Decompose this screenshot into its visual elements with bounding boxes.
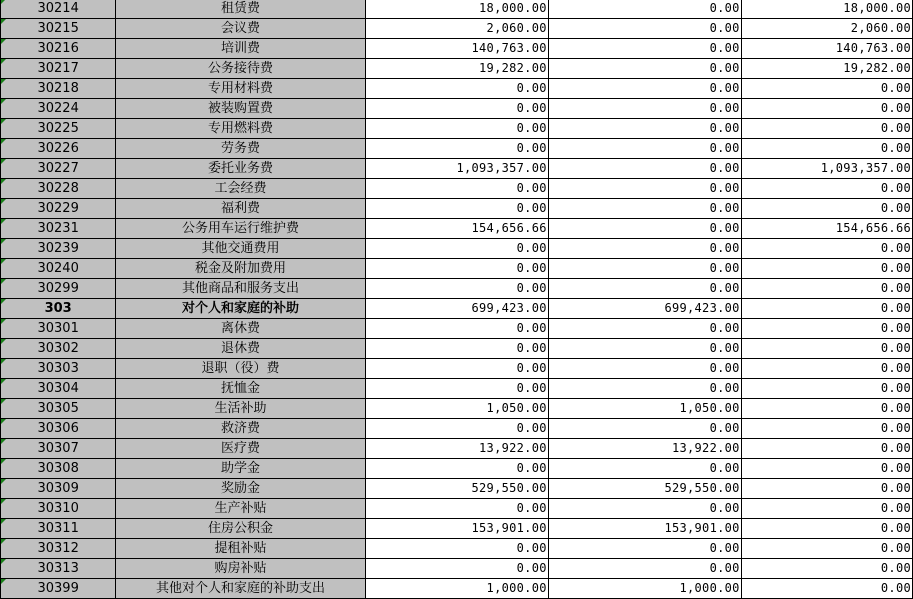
account-code-text: 30224 bbox=[37, 101, 79, 116]
account-code-cell[interactable] bbox=[1, 379, 116, 399]
table-row bbox=[1, 0, 913, 19]
error-indicator-icon bbox=[1, 439, 6, 444]
amount-cell-col1[interactable]: 0.00 bbox=[365, 319, 548, 339]
amount-cell-col3[interactable]: 0.00 bbox=[741, 539, 912, 559]
account-code-text: 30309 bbox=[37, 481, 79, 496]
error-indicator-icon bbox=[1, 299, 6, 304]
account-code-text: 30312 bbox=[37, 541, 79, 556]
account-code-cell[interactable] bbox=[1, 59, 116, 79]
table-row bbox=[1, 319, 913, 339]
amount-cell-col3[interactable]: 0.00 bbox=[741, 339, 912, 359]
amount-cell-col2[interactable]: 1,050.00 bbox=[548, 399, 741, 419]
error-indicator-icon bbox=[1, 39, 6, 44]
amount-cell-col1[interactable]: 699,423.00 bbox=[365, 299, 548, 319]
amount-cell-col2[interactable]: 0.00 bbox=[548, 199, 741, 219]
error-indicator-icon bbox=[1, 19, 6, 24]
amount-cell-col2[interactable]: 0.00 bbox=[548, 59, 741, 79]
table-row bbox=[1, 219, 913, 239]
error-indicator-icon bbox=[1, 259, 6, 264]
account-code-cell[interactable] bbox=[1, 579, 116, 599]
error-indicator-icon bbox=[1, 559, 6, 564]
error-indicator-icon bbox=[1, 119, 6, 124]
table-row bbox=[1, 459, 913, 479]
amount-cell-col2[interactable]: 0.00 bbox=[548, 259, 741, 279]
amount-cell-col2[interactable]: 0.00 bbox=[548, 19, 741, 39]
amount-cell-col1[interactable]: 0.00 bbox=[365, 379, 548, 399]
error-indicator-icon bbox=[1, 539, 6, 544]
account-code-text: 30302 bbox=[37, 341, 79, 356]
account-name-cell[interactable]: 税金及附加费用 bbox=[116, 259, 365, 279]
amount-cell-col2[interactable]: 0.00 bbox=[548, 39, 741, 59]
amount-cell-col1[interactable]: 0.00 bbox=[365, 259, 548, 279]
error-indicator-icon bbox=[1, 379, 6, 384]
table-row bbox=[1, 159, 913, 179]
amount-cell-col3[interactable]: 0.00 bbox=[741, 259, 912, 279]
account-code-text: 30306 bbox=[37, 421, 79, 436]
account-code-cell[interactable] bbox=[1, 519, 116, 539]
amount-cell-col2[interactable]: 0.00 bbox=[548, 179, 741, 199]
amount-cell-col2[interactable]: 0.00 bbox=[548, 459, 741, 479]
amount-cell-col2[interactable]: 1,000.00 bbox=[548, 579, 741, 599]
account-code-text: 30308 bbox=[37, 461, 79, 476]
amount-cell-col3[interactable]: 0.00 bbox=[741, 419, 912, 439]
account-code-text: 30216 bbox=[37, 41, 79, 56]
account-code-cell[interactable] bbox=[1, 119, 116, 139]
amount-cell-col2[interactable]: 0.00 bbox=[548, 559, 741, 579]
amount-cell-col3[interactable]: 0.00 bbox=[741, 79, 912, 99]
amount-cell-col2[interactable]: 0.00 bbox=[548, 339, 741, 359]
table-row bbox=[1, 559, 913, 579]
error-indicator-icon bbox=[1, 459, 6, 464]
table-row bbox=[1, 99, 913, 119]
account-code-text: 30227 bbox=[37, 161, 79, 176]
account-name-cell[interactable]: 退职（役）费 bbox=[116, 359, 365, 379]
table-row bbox=[1, 379, 913, 399]
account-code-cell[interactable] bbox=[1, 359, 116, 379]
account-code-cell[interactable] bbox=[1, 499, 116, 519]
error-indicator-icon bbox=[1, 499, 6, 504]
table-row bbox=[1, 419, 913, 439]
account-code-text: 303 bbox=[44, 301, 72, 316]
account-code-text: 30313 bbox=[37, 561, 79, 576]
account-name-cell[interactable]: 福利费 bbox=[116, 199, 365, 219]
table-row bbox=[1, 539, 913, 559]
table-row bbox=[1, 479, 913, 499]
table-row bbox=[1, 179, 913, 199]
table-row bbox=[1, 199, 913, 219]
account-code-text: 30226 bbox=[37, 141, 79, 156]
amount-cell-col1[interactable]: 140,763.00 bbox=[365, 39, 548, 59]
account-name-cell[interactable]: 抚恤金 bbox=[116, 379, 365, 399]
amount-cell-col3[interactable]: 0.00 bbox=[741, 399, 912, 419]
account-code-cell[interactable] bbox=[1, 299, 116, 319]
account-code-cell[interactable] bbox=[1, 199, 116, 219]
amount-cell-col3[interactable]: 19,282.00 bbox=[741, 59, 912, 79]
amount-cell-col2[interactable]: 0.00 bbox=[548, 139, 741, 159]
error-indicator-icon bbox=[1, 419, 6, 424]
error-indicator-icon bbox=[1, 179, 6, 184]
amount-cell-col2[interactable]: 0.00 bbox=[548, 0, 741, 19]
amount-cell-col3[interactable]: 0.00 bbox=[741, 579, 912, 599]
amount-cell-col1[interactable]: 0.00 bbox=[365, 279, 548, 299]
account-name-cell[interactable]: 公务用车运行维护费 bbox=[116, 219, 365, 239]
amount-cell-col1[interactable]: 18,000.00 bbox=[365, 0, 548, 19]
table-row bbox=[1, 519, 913, 539]
error-indicator-icon bbox=[1, 399, 6, 404]
amount-cell-col3[interactable]: 0.00 bbox=[741, 199, 912, 219]
account-code-cell[interactable] bbox=[1, 419, 116, 439]
table-row bbox=[1, 119, 913, 139]
error-indicator-icon bbox=[1, 99, 6, 104]
account-name-cell[interactable]: 救济费 bbox=[116, 419, 365, 439]
account-code-cell[interactable] bbox=[1, 139, 116, 159]
amount-cell-col3[interactable]: 0.00 bbox=[741, 179, 912, 199]
account-name-cell[interactable]: 提租补贴 bbox=[116, 539, 365, 559]
amount-cell-col2[interactable]: 0.00 bbox=[548, 99, 741, 119]
table-row bbox=[1, 279, 913, 299]
account-name-cell[interactable]: 奖励金 bbox=[116, 479, 365, 499]
account-code-cell[interactable] bbox=[1, 0, 116, 19]
table-row bbox=[1, 299, 913, 319]
amount-cell-col1[interactable]: 1,050.00 bbox=[365, 399, 548, 419]
amount-cell-col3[interactable]: 0.00 bbox=[741, 519, 912, 539]
amount-cell-col1[interactable]: 0.00 bbox=[365, 119, 548, 139]
amount-cell-col2[interactable]: 0.00 bbox=[548, 279, 741, 299]
account-code-cell[interactable] bbox=[1, 239, 116, 259]
error-indicator-icon bbox=[1, 479, 6, 484]
amount-cell-col1[interactable]: 0.00 bbox=[365, 339, 548, 359]
table-row bbox=[1, 39, 913, 59]
amount-cell-col1[interactable]: 0.00 bbox=[365, 79, 548, 99]
amount-cell-col1[interactable]: 0.00 bbox=[365, 359, 548, 379]
account-code-text: 30239 bbox=[37, 241, 79, 256]
account-name-cell[interactable]: 委托业务费 bbox=[116, 159, 365, 179]
table-row bbox=[1, 59, 913, 79]
account-name-cell[interactable]: 退休费 bbox=[116, 339, 365, 359]
amount-cell-col2[interactable]: 529,550.00 bbox=[548, 479, 741, 499]
table-row bbox=[1, 79, 913, 99]
table-row bbox=[1, 579, 913, 599]
amount-cell-col1[interactable]: 0.00 bbox=[365, 99, 548, 119]
error-indicator-icon bbox=[1, 579, 6, 584]
account-code-cell[interactable] bbox=[1, 539, 116, 559]
account-name-cell[interactable]: 被装购置费 bbox=[116, 99, 365, 119]
account-name-cell[interactable]: 工会经费 bbox=[116, 179, 365, 199]
account-code-cell[interactable] bbox=[1, 319, 116, 339]
amount-cell-col3[interactable]: 0.00 bbox=[741, 439, 912, 459]
account-code-text: 30225 bbox=[37, 121, 79, 136]
account-code-cell[interactable] bbox=[1, 459, 116, 479]
account-name-cell[interactable]: 其他对个人和家庭的补助支出 bbox=[116, 579, 365, 599]
account-name-cell[interactable]: 专用材料费 bbox=[116, 79, 365, 99]
error-indicator-icon bbox=[1, 239, 6, 244]
amount-cell-col1[interactable]: 13,922.00 bbox=[365, 439, 548, 459]
amount-cell-col3[interactable]: 0.00 bbox=[741, 99, 912, 119]
account-code-cell[interactable] bbox=[1, 339, 116, 359]
account-code-text: 30231 bbox=[37, 221, 79, 236]
account-code-text: 30304 bbox=[37, 381, 79, 396]
account-name-cell[interactable]: 对个人和家庭的补助 bbox=[116, 299, 365, 319]
amount-cell-col3[interactable]: 0.00 bbox=[741, 459, 912, 479]
amount-cell-col2[interactable]: 153,901.00 bbox=[548, 519, 741, 539]
error-indicator-icon bbox=[1, 139, 6, 144]
account-code-cell[interactable] bbox=[1, 19, 116, 39]
amount-cell-col2[interactable]: 0.00 bbox=[548, 539, 741, 559]
amount-cell-col3[interactable]: 0.00 bbox=[741, 139, 912, 159]
amount-cell-col1[interactable]: 0.00 bbox=[365, 139, 548, 159]
account-code-cell[interactable] bbox=[1, 39, 116, 59]
amount-cell-col2[interactable]: 0.00 bbox=[548, 499, 741, 519]
amount-cell-col2[interactable]: 0.00 bbox=[548, 79, 741, 99]
account-name-cell[interactable]: 医疗费 bbox=[116, 439, 365, 459]
error-indicator-icon bbox=[1, 339, 6, 344]
account-code-text: 30303 bbox=[37, 361, 79, 376]
account-code-text: 30228 bbox=[37, 181, 79, 196]
account-code-cell[interactable] bbox=[1, 479, 116, 499]
account-code-text: 30299 bbox=[37, 281, 79, 296]
account-name-cell[interactable]: 专用燃料费 bbox=[116, 119, 365, 139]
amount-cell-col2[interactable]: 13,922.00 bbox=[548, 439, 741, 459]
amount-cell-col2[interactable]: 0.00 bbox=[548, 379, 741, 399]
amount-cell-col2[interactable]: 699,423.00 bbox=[548, 299, 741, 319]
account-name-cell[interactable]: 助学金 bbox=[116, 459, 365, 479]
account-name-cell[interactable]: 会议费 bbox=[116, 19, 365, 39]
account-code-cell[interactable] bbox=[1, 279, 116, 299]
amount-cell-col3[interactable]: 18,000.00 bbox=[741, 0, 912, 19]
amount-cell-col3[interactable]: 0.00 bbox=[741, 119, 912, 139]
account-code-text: 30229 bbox=[37, 201, 79, 216]
amount-cell-col3[interactable]: 140,763.00 bbox=[741, 39, 912, 59]
amount-cell-col1[interactable]: 0.00 bbox=[365, 239, 548, 259]
amount-cell-col1[interactable]: 0.00 bbox=[365, 459, 548, 479]
amount-cell-col3[interactable]: 0.00 bbox=[741, 359, 912, 379]
error-indicator-icon bbox=[1, 319, 6, 324]
amount-cell-col2[interactable]: 0.00 bbox=[548, 319, 741, 339]
amount-cell-col2[interactable]: 0.00 bbox=[548, 219, 741, 239]
account-code-text: 30311 bbox=[37, 521, 79, 536]
amount-cell-col3[interactable]: 0.00 bbox=[741, 319, 912, 339]
account-name-cell[interactable]: 培训费 bbox=[116, 39, 365, 59]
amount-cell-col3[interactable]: 0.00 bbox=[741, 299, 912, 319]
account-code-cell[interactable] bbox=[1, 159, 116, 179]
account-code-text: 30305 bbox=[37, 401, 79, 416]
error-indicator-icon bbox=[1, 0, 6, 4]
amount-cell-col3[interactable]: 0.00 bbox=[741, 559, 912, 579]
amount-cell-col1[interactable]: 0.00 bbox=[365, 179, 548, 199]
account-code-cell[interactable] bbox=[1, 259, 116, 279]
amount-cell-col1[interactable]: 0.00 bbox=[365, 199, 548, 219]
amount-cell-col3[interactable]: 2,060.00 bbox=[741, 19, 912, 39]
account-name-cell[interactable]: 其他商品和服务支出 bbox=[116, 279, 365, 299]
amount-cell-col2[interactable]: 0.00 bbox=[548, 239, 741, 259]
error-indicator-icon bbox=[1, 219, 6, 224]
table-row bbox=[1, 399, 913, 419]
account-code-text: 30240 bbox=[37, 261, 79, 276]
error-indicator-icon bbox=[1, 359, 6, 364]
amount-cell-col3[interactable]: 0.00 bbox=[741, 499, 912, 519]
account-code-cell[interactable] bbox=[1, 79, 116, 99]
account-code-cell[interactable] bbox=[1, 219, 116, 239]
error-indicator-icon bbox=[1, 519, 6, 524]
error-indicator-icon bbox=[1, 159, 6, 164]
account-name-cell[interactable]: 劳务费 bbox=[116, 139, 365, 159]
account-code-cell[interactable] bbox=[1, 439, 116, 459]
account-code-text: 30307 bbox=[37, 441, 79, 456]
table-row bbox=[1, 259, 913, 279]
amount-cell-col1[interactable]: 154,656.66 bbox=[365, 219, 548, 239]
account-name-cell[interactable]: 购房补贴 bbox=[116, 559, 365, 579]
amount-cell-col3[interactable]: 0.00 bbox=[741, 479, 912, 499]
amount-cell-col2[interactable]: 0.00 bbox=[548, 119, 741, 139]
table-row bbox=[1, 499, 913, 519]
error-indicator-icon bbox=[1, 59, 6, 64]
sheet-body bbox=[1, 0, 913, 599]
amount-cell-col1[interactable]: 2,060.00 bbox=[365, 19, 548, 39]
account-code-cell[interactable] bbox=[1, 559, 116, 579]
table-row bbox=[1, 139, 913, 159]
amount-cell-col1[interactable]: 0.00 bbox=[365, 419, 548, 439]
account-name-cell[interactable]: 住房公积金 bbox=[116, 519, 365, 539]
amount-cell-col3[interactable]: 0.00 bbox=[741, 279, 912, 299]
account-name-cell[interactable]: 公务接待费 bbox=[116, 59, 365, 79]
table-row bbox=[1, 19, 913, 39]
amount-cell-col2[interactable]: 0.00 bbox=[548, 359, 741, 379]
account-code-cell[interactable] bbox=[1, 399, 116, 419]
account-code-text: 30310 bbox=[37, 501, 79, 516]
account-name-cell[interactable]: 生产补贴 bbox=[116, 499, 365, 519]
account-name-cell[interactable]: 租赁费 bbox=[116, 0, 365, 19]
error-indicator-icon bbox=[1, 199, 6, 204]
account-code-text: 30217 bbox=[37, 61, 79, 76]
amount-cell-col1[interactable]: 1,000.00 bbox=[365, 579, 548, 599]
account-code-text: 30399 bbox=[37, 581, 79, 596]
account-name-cell[interactable]: 其他交通费用 bbox=[116, 239, 365, 259]
amount-cell-col1[interactable]: 0.00 bbox=[365, 539, 548, 559]
account-code-text: 30214 bbox=[37, 1, 79, 16]
account-name-cell[interactable]: 生活补助 bbox=[116, 399, 365, 419]
amount-cell-col1[interactable]: 529,550.00 bbox=[365, 479, 548, 499]
amount-cell-col3[interactable]: 1,093,357.00 bbox=[741, 159, 912, 179]
error-indicator-icon bbox=[1, 279, 6, 284]
table-row bbox=[1, 339, 913, 359]
amount-cell-col3[interactable]: 0.00 bbox=[741, 239, 912, 259]
error-indicator-icon bbox=[1, 79, 6, 84]
table-row bbox=[1, 239, 913, 259]
amount-cell-col1[interactable]: 0.00 bbox=[365, 559, 548, 579]
account-name-cell[interactable]: 离休费 bbox=[116, 319, 365, 339]
account-code-text: 30301 bbox=[37, 321, 79, 336]
account-code-text: 30218 bbox=[37, 81, 79, 96]
amount-cell-col3[interactable]: 154,656.66 bbox=[741, 219, 912, 239]
amount-cell-col1[interactable]: 1,093,357.00 bbox=[365, 159, 548, 179]
amount-cell-col1[interactable]: 153,901.00 bbox=[365, 519, 548, 539]
account-code-text: 30215 bbox=[37, 21, 79, 36]
amount-cell-col2[interactable]: 0.00 bbox=[548, 419, 741, 439]
amount-cell-col2[interactable]: 0.00 bbox=[548, 159, 741, 179]
amount-cell-col3[interactable]: 0.00 bbox=[741, 379, 912, 399]
amount-cell-col1[interactable]: 19,282.00 bbox=[365, 59, 548, 79]
table-row bbox=[1, 439, 913, 459]
account-code-cell[interactable] bbox=[1, 99, 116, 119]
account-code-cell[interactable] bbox=[1, 179, 116, 199]
amount-cell-col1[interactable]: 0.00 bbox=[365, 499, 548, 519]
table-row bbox=[1, 359, 913, 379]
